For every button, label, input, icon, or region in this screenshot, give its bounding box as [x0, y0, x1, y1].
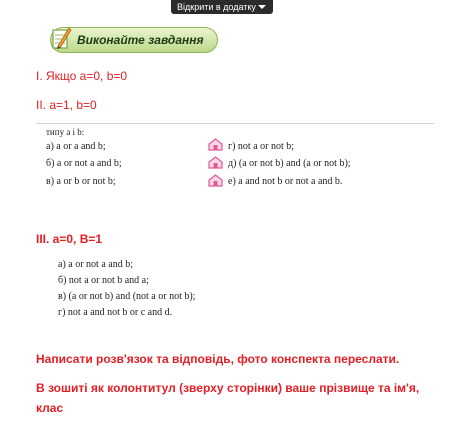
block1-item-v: в) a or b or not b;: [46, 176, 116, 187]
house-icon: [208, 156, 223, 169]
block1-item-e: е) a and not b or not a and b.: [228, 176, 343, 187]
block2-item-v: в) (a or not b) and (not a or not b);: [58, 291, 196, 302]
condition-2: ІІ. a=1, b=0: [36, 98, 97, 112]
chevron-down-icon: [258, 5, 266, 9]
block1-item-g: г) not a or not b;: [228, 141, 295, 152]
banner-title: Виконайте завдання: [77, 33, 204, 47]
instruction-line-1: Написати розв'язок та відповідь, фото конспекта переслати.: [36, 352, 400, 366]
block1-item-a: а) a or a and b;: [46, 141, 106, 152]
block1-heading: типу a і b:: [46, 127, 85, 137]
top-bar: [0, 0, 473, 14]
open-in-app-label: Відкрити в додатку: [177, 2, 256, 12]
instruction-line-3: клас: [36, 401, 64, 415]
block2-item-b: б) not a or not b and a;: [58, 275, 149, 286]
house-icon: [208, 138, 223, 151]
block2-item-a: а) a or not a and b;: [58, 259, 133, 270]
pencil-notebook-icon: [50, 24, 72, 52]
divider: [36, 123, 434, 124]
open-in-app-button[interactable]: [171, 0, 273, 14]
condition-3: ІІІ. a=0, B=1: [36, 232, 103, 246]
block1-item-b: б) a or not a and b;: [46, 158, 122, 169]
house-icon: [208, 174, 223, 187]
task-banner: [50, 27, 218, 53]
instruction-line-2: В зошиті як колонтитул (зверху сторінки) ваше прізвище та ім'я,: [36, 381, 420, 395]
condition-1: І. Якщо a=0, b=0: [36, 69, 128, 83]
block2-item-g: г) not a and not b or c and d.: [58, 307, 173, 318]
block1-item-d: д) (a or not b) and (a or not b);: [228, 158, 351, 169]
